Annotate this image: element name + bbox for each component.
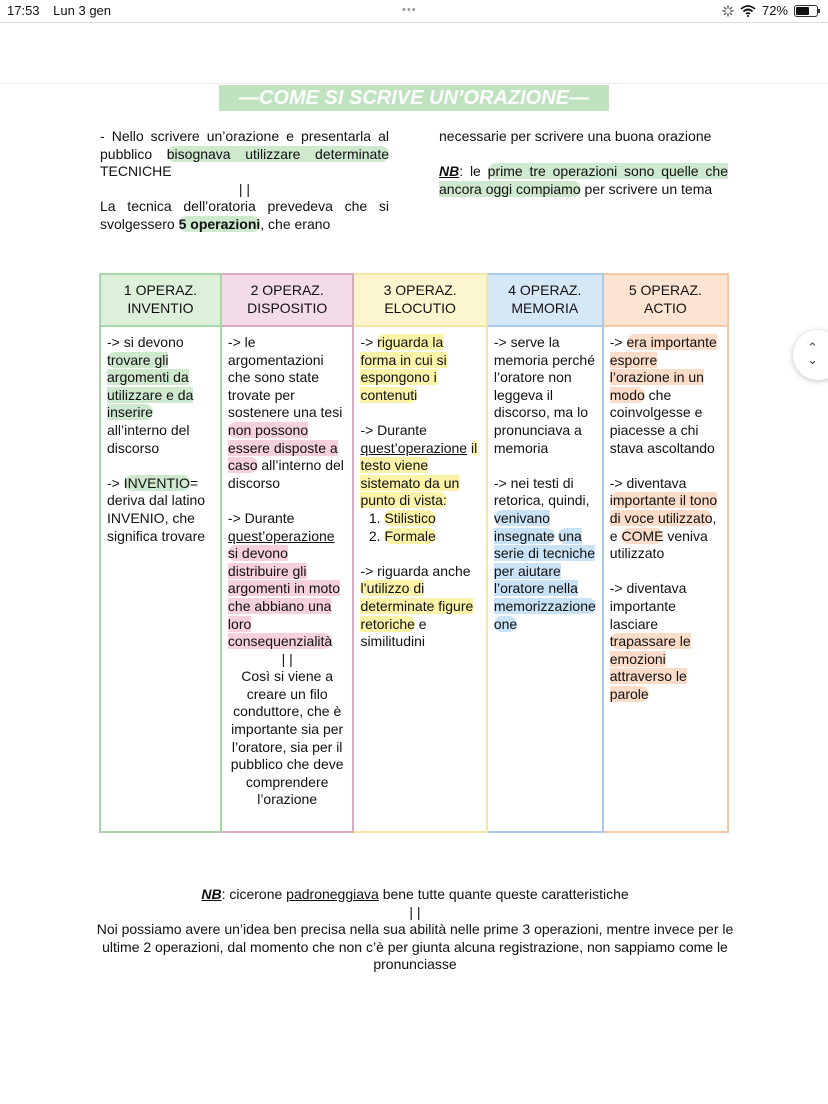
underlined-text: quest’operazione <box>227 527 335 544</box>
intro-paragraph-3: necessarie per scrivere una buona orazione <box>439 128 712 144</box>
highlight-text: importante il tono di voce utilizzato <box>609 492 718 526</box>
actio-point-3 <box>610 580 721 703</box>
toolbar-divider <box>0 22 828 23</box>
header-name: DISPOSITIO <box>247 300 328 316</box>
status-time: 17:53 <box>7 3 40 18</box>
cell-text: -> Durante <box>360 421 427 438</box>
highlight-text: one <box>493 615 518 632</box>
spacer <box>494 457 596 475</box>
cell-elocutio <box>353 326 486 832</box>
cell-text: all’interno del discorso <box>107 421 190 456</box>
intro-right-column <box>439 128 728 198</box>
header-dispositio <box>221 274 354 326</box>
loading-spinner-icon <box>722 5 734 17</box>
elocutio-point-1 <box>360 334 479 404</box>
header-elocutio <box>353 274 486 326</box>
cell-text: -> si devono <box>107 334 184 350</box>
operations-table <box>99 273 729 833</box>
highlight-text: il testo viene sistemato da un punto di vista: <box>360 439 478 509</box>
cell-text: -> Durante <box>227 509 295 526</box>
footer-paragraph: Noi possiamo avere un’idea ben precisa nella sua abilità nelle prime 3 operazioni, mentre invece per le ultime 2 operazioni, dal momento che non c’è per giunta alcuna registrazione, non sappiamo come le pronunciasse <box>96 921 734 973</box>
intro-text: - Nello scrivere un’orazione e presentarla al pubblico <box>100 128 389 162</box>
header-name: INVENTIO <box>127 300 194 316</box>
cell-text: = deriva dal latino INVENIO, che significa trovare <box>107 474 206 544</box>
elocutio-point-3 <box>360 563 479 651</box>
page-title: —COME SI SCRIVE UN’ORAZIONE— <box>219 85 609 111</box>
table-body-row <box>100 326 728 832</box>
highlight-text: non possono essere disposte a caso <box>227 421 338 474</box>
header-number: 1 OPERAZ. <box>123 282 198 299</box>
highlight-text: era importante esporre l’orazione in un modo <box>609 334 717 403</box>
elocutio-list <box>360 510 479 545</box>
spacer <box>610 563 721 581</box>
table-header-row <box>100 274 728 326</box>
chevron-up-icon[interactable]: ⌃ <box>807 340 818 355</box>
highlight-text: si devono distribuire gli argomenti in moto che abbiano una loro consequenzialità <box>227 545 340 650</box>
battery-fill <box>796 7 809 15</box>
actio-point-2 <box>610 475 721 563</box>
cell-text: veniva utilizzato <box>609 527 708 562</box>
highlight-text: venivano insegnate <box>493 509 555 544</box>
cell-text: -> <box>609 334 627 350</box>
separator: | | <box>238 180 251 197</box>
header-memoria <box>487 274 603 326</box>
page-scroll-control[interactable] <box>793 330 828 380</box>
list-item <box>384 510 479 528</box>
cell-inventio <box>100 326 221 832</box>
status-indicators <box>722 3 818 18</box>
highlight-text: COME <box>621 527 664 544</box>
highlight-text: bisognava utilizzare determinate <box>166 145 389 162</box>
highlight-text: prime tre operazioni sono quelle che ancora oggi compiamo <box>439 163 728 197</box>
inventio-point-1 <box>107 334 214 457</box>
underlined-text: quest’operazione <box>360 439 468 456</box>
footer-note <box>90 886 740 974</box>
highlight-text: 5 operazioni <box>178 215 261 232</box>
footer-text: : cicerone <box>221 886 287 902</box>
memoria-point-2-end <box>494 616 596 634</box>
cell-text: -> diventava importante lasciare <box>609 580 687 632</box>
page-top-divider <box>0 83 828 84</box>
chevron-down-icon[interactable]: ⌄ <box>807 352 818 367</box>
memoria-point-2 <box>494 475 596 616</box>
spacer <box>107 457 214 475</box>
highlight-text: l’utilizzo di determinate figure retoriche <box>360 580 474 632</box>
cell-text: , e <box>609 509 717 544</box>
intro-nb-paragraph <box>439 163 728 198</box>
footer-text: bene tutte quante queste caratteristiche <box>378 886 629 902</box>
cell-text: che coinvolgesse e piacesse a chi stava ascoltando <box>609 386 715 456</box>
header-actio <box>603 274 728 326</box>
wifi-icon <box>740 5 756 17</box>
spacer <box>439 146 728 164</box>
header-number: 3 OPERAZ. <box>383 282 457 299</box>
cell-text: -> <box>360 334 378 350</box>
header-name: MEMORIA <box>511 300 579 316</box>
dispositio-point-3: Così si viene a creare un filo conduttore, che è importante sia per l’oratore, sia per il pubblico che deve comprendere l’orazione <box>230 668 344 808</box>
intro-paragraph-2 <box>100 198 389 233</box>
cell-text: -> le argomentazioni che sono state trovate per sostenere una tesi <box>227 334 343 421</box>
status-bar <box>0 0 828 22</box>
multitask-dots-icon[interactable]: ••• <box>402 4 417 16</box>
battery-percentage: 72% <box>761 3 788 18</box>
header-inventio <box>100 274 221 326</box>
separator: | | <box>281 650 293 667</box>
underlined-text: padroneggiava <box>286 886 379 902</box>
highlight-text: Stilistico <box>384 509 436 526</box>
header-name: ELOCUTIO <box>384 300 456 316</box>
highlight-text: INVENTIO <box>123 474 190 491</box>
nb-label: NB <box>201 886 222 902</box>
highlight-text: trapassare le emozioni attraverso le parole <box>609 633 691 702</box>
cell-text: -> nei testi di retorica, quindi, <box>493 474 590 509</box>
cell-text: -> diventava <box>609 474 687 491</box>
cell-memoria <box>487 326 603 832</box>
spacer <box>610 457 721 475</box>
intro-text: , che erano <box>260 215 331 232</box>
spacer <box>360 404 479 422</box>
header-number: 4 OPERAZ. <box>508 282 582 299</box>
intro-text: per scrivere un tema <box>580 180 713 197</box>
intro-paragraph-1 <box>100 128 389 181</box>
intro-left-column <box>100 128 389 233</box>
intro-text: TECNICHE <box>100 163 172 179</box>
spacer <box>228 492 347 510</box>
cell-dispositio <box>221 326 354 832</box>
inventio-point-2 <box>107 475 214 545</box>
cell-text: all’interno del discorso <box>227 457 344 491</box>
separator: | | <box>409 903 421 920</box>
highlight-text: trovare gli argomenti da utilizzare e da inserire <box>107 351 194 421</box>
actio-point-1 <box>610 334 721 457</box>
footer-nb-line <box>90 886 740 904</box>
elocutio-point-2 <box>360 422 479 510</box>
cell-text: e similitudini <box>360 615 427 650</box>
header-number: 2 OPERAZ. <box>250 282 324 299</box>
status-time-date <box>7 3 121 18</box>
spacer <box>360 545 479 563</box>
cell-text: -> riguarda anche <box>360 562 471 579</box>
status-date: Lun 3 gen <box>53 3 112 18</box>
cell-actio <box>603 326 728 832</box>
memoria-point-1: -> serve la memoria perché l’oratore non leggeva il discorso, ma lo pronunciava a memoria <box>493 334 595 456</box>
highlight-text: Formale <box>384 527 436 544</box>
highlight-text: riguarda la forma in cui si espongono i contenuti <box>360 334 447 403</box>
highlight-text: una serie di tecniche per aiutare l’oratore nella memorizzazione <box>493 527 596 614</box>
list-item <box>384 528 479 546</box>
battery-icon <box>794 5 818 17</box>
intro-text: : le <box>459 163 488 180</box>
cell-text: -> <box>107 474 124 491</box>
intro-text: La tecnica dell’oratoria prevedeva che si svolgessero <box>100 198 389 232</box>
nb-label: NB <box>439 163 460 180</box>
header-name: ACTIO <box>643 300 687 316</box>
dispositio-point-1 <box>228 334 347 492</box>
dispositio-point-2 <box>228 510 347 651</box>
header-number: 5 OPERAZ. <box>628 282 702 299</box>
